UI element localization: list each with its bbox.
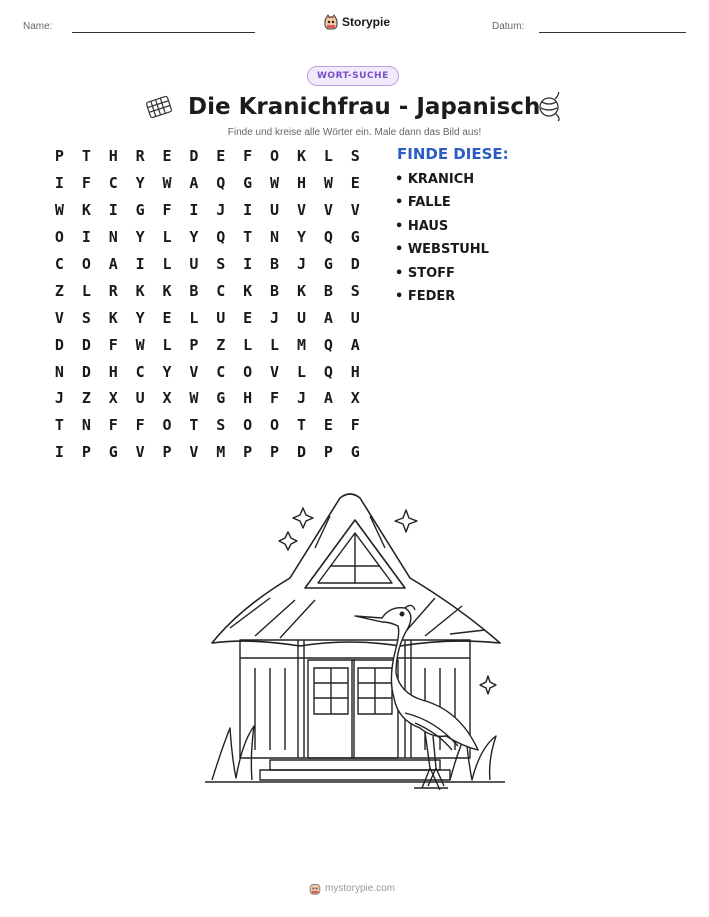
grid-letter[interactable]: K <box>296 147 306 166</box>
grid-letter[interactable]: V <box>135 443 145 462</box>
grid-letter[interactable]: O <box>162 416 172 435</box>
grid-letter[interactable]: D <box>350 255 360 273</box>
brand-name: Storypie <box>342 15 391 29</box>
grid-letter[interactable]: I <box>243 255 253 273</box>
footer <box>309 882 395 895</box>
grid-letter[interactable]: R <box>135 147 145 166</box>
grid-letter[interactable]: X <box>108 389 118 408</box>
grid-letter[interactable]: V <box>323 201 333 220</box>
grid-letter[interactable]: T <box>54 416 64 435</box>
grid-letter[interactable]: R <box>108 281 118 300</box>
word-item: • KRANICH <box>395 172 475 187</box>
grid-letter[interactable]: H <box>108 362 118 381</box>
grid-letter[interactable]: L <box>189 308 199 327</box>
grid-letter[interactable]: Y <box>296 228 306 247</box>
grid-letter[interactable]: A <box>189 174 199 193</box>
grid-letter[interactable]: I <box>243 201 253 220</box>
grid-letter[interactable]: H <box>108 147 118 166</box>
grid-letter[interactable]: H <box>296 174 306 193</box>
grid-letter[interactable]: P <box>270 443 280 462</box>
grid-letter[interactable]: N <box>108 228 118 247</box>
grid-letter[interactable]: U <box>350 308 360 327</box>
grid-letter[interactable]: L <box>162 228 172 247</box>
grid-letter[interactable]: P <box>189 335 199 354</box>
grid-letter[interactable]: G <box>108 443 118 462</box>
date-label: Datum: <box>492 21 525 32</box>
grid-letter[interactable]: D <box>189 147 199 166</box>
grid-letter[interactable]: M <box>216 443 226 462</box>
grid-letter[interactable]: U <box>189 255 199 273</box>
grid-letter[interactable]: B <box>189 281 199 300</box>
grid-letter[interactable]: V <box>189 362 199 381</box>
footer-url[interactable]: mystorypie.com <box>325 883 396 894</box>
grid-letter[interactable]: G <box>323 255 333 273</box>
word-item: • FALLE <box>395 195 451 211</box>
grid-letter[interactable]: W <box>162 174 172 193</box>
grid-letter[interactable]: S <box>81 308 91 327</box>
grid-letter[interactable]: S <box>350 147 360 166</box>
grid-letter[interactable]: S <box>216 255 226 273</box>
grid-letter[interactable]: Q <box>323 362 333 381</box>
grid-letter[interactable]: B <box>323 281 333 300</box>
grid-letter[interactable]: D <box>296 443 306 462</box>
grid-letter[interactable]: A <box>108 255 118 273</box>
grid-letter[interactable]: J <box>270 308 280 327</box>
name-label: Name: <box>23 21 53 32</box>
grid-letter[interactable]: G <box>350 228 360 247</box>
grid-letter[interactable]: B <box>270 255 280 273</box>
grid-letter[interactable]: E <box>323 416 333 435</box>
grid-letter[interactable]: Q <box>216 228 226 247</box>
grid-letter[interactable]: N <box>54 362 64 381</box>
grid-letter[interactable]: U <box>296 308 306 327</box>
grid-letter[interactable]: Y <box>135 228 145 247</box>
grid-letter[interactable]: S <box>216 416 226 435</box>
grid-letter[interactable]: X <box>162 389 172 408</box>
date-line[interactable] <box>539 32 686 33</box>
grid-letter[interactable]: F <box>81 174 91 193</box>
grid-letter[interactable]: C <box>216 281 226 300</box>
grid-letter[interactable]: F <box>108 416 118 435</box>
grid-letter[interactable]: P <box>162 443 172 462</box>
grid-letter[interactable]: P <box>81 443 91 462</box>
grid-letter[interactable]: O <box>243 362 253 381</box>
grid-letter[interactable]: D <box>81 362 91 381</box>
grid-letter[interactable]: V <box>189 443 199 462</box>
grid-letter[interactable]: L <box>270 335 280 354</box>
grid-letter[interactable]: Z <box>216 335 226 354</box>
grid-letter[interactable]: K <box>243 281 253 300</box>
yarn-thread-icon <box>536 92 564 122</box>
grid-letter[interactable]: F <box>108 335 118 354</box>
grid-letter[interactable]: I <box>54 174 64 193</box>
find-title: FINDE DIESE: <box>397 145 509 163</box>
grid-letter[interactable]: F <box>162 201 172 220</box>
grid-letter[interactable]: L <box>296 362 306 381</box>
grid-letter[interactable]: O <box>81 255 91 273</box>
grid-letter[interactable]: L <box>162 255 172 273</box>
grid-letter[interactable]: F <box>350 416 360 435</box>
grid-letter[interactable]: Y <box>135 174 145 193</box>
grid-letter[interactable]: S <box>350 281 360 300</box>
grid-letter[interactable]: W <box>270 174 280 193</box>
grid-letter[interactable]: V <box>54 308 64 327</box>
grid-letter[interactable]: E <box>162 308 172 327</box>
grid-letter[interactable]: T <box>296 416 306 435</box>
grid-letter[interactable]: L <box>81 281 91 300</box>
grid-letter[interactable]: E <box>162 147 172 166</box>
word-item: • FEDER <box>395 288 456 304</box>
grid-letter[interactable]: C <box>216 362 226 381</box>
word-item: • HAUS <box>395 218 449 234</box>
storypie-mascot-icon <box>309 882 321 895</box>
grid-letter[interactable]: K <box>162 281 172 300</box>
grid-letter[interactable]: H <box>243 389 253 408</box>
grid-letter[interactable]: O <box>270 147 280 166</box>
grid-letter[interactable]: L <box>162 335 172 354</box>
grid-letter[interactable]: U <box>216 308 226 327</box>
grid-letter[interactable]: D <box>81 335 91 354</box>
grid-letter[interactable]: W <box>54 201 64 220</box>
grid-letter[interactable]: A <box>323 308 333 327</box>
grid-letter[interactable]: W <box>189 389 199 408</box>
grid-letter[interactable]: L <box>243 335 253 354</box>
grid-letter[interactable]: A <box>350 335 360 354</box>
grid-letter[interactable]: Y <box>135 308 145 327</box>
grid-letter[interactable]: I <box>54 443 64 462</box>
grid-letter[interactable]: I <box>189 201 199 220</box>
grid-letter[interactable]: G <box>135 201 145 220</box>
grid-letter[interactable]: X <box>350 389 360 408</box>
grid-letter[interactable]: P <box>54 147 64 166</box>
grid-letter[interactable]: F <box>270 389 280 408</box>
storypie-mascot-icon <box>324 14 338 30</box>
grid-letter[interactable]: L <box>323 147 333 166</box>
grid-letter[interactable]: E <box>243 308 253 327</box>
grid-letter[interactable]: Z <box>81 389 91 408</box>
grid-letter[interactable]: C <box>54 255 64 273</box>
grid-letter[interactable]: I <box>135 255 145 273</box>
grid-letter[interactable]: Q <box>323 228 333 247</box>
word-item: • STOFF <box>395 265 455 281</box>
grid-letter[interactable]: T <box>243 228 253 247</box>
grid-letter[interactable]: V <box>270 362 280 381</box>
instructions: Finde und kreise alle Wörter ein. Male dann das Bild aus! <box>227 127 482 138</box>
grid-letter[interactable]: K <box>296 281 306 300</box>
grid-letter[interactable]: O <box>270 416 280 435</box>
word-item: • WEBSTUHL <box>395 242 489 258</box>
grid-letter[interactable]: Q <box>323 335 333 354</box>
woven-mat-icon <box>144 94 174 120</box>
grid-letter[interactable]: J <box>296 389 306 408</box>
word-list <box>395 172 489 312</box>
grid-letter[interactable]: F <box>135 416 145 435</box>
grid-letter[interactable]: Y <box>189 228 199 247</box>
grid-letter[interactable]: H <box>350 362 360 381</box>
grid-letter[interactable]: P <box>243 443 253 462</box>
grid-letter[interactable]: Q <box>216 174 226 193</box>
grid-letter[interactable]: U <box>135 389 145 408</box>
crane-hut-illustration <box>200 488 510 798</box>
grid-letter[interactable]: Z <box>54 281 64 300</box>
grid-letter[interactable]: E <box>350 174 360 193</box>
word-search-grid[interactable] <box>46 143 369 466</box>
page-title: Die Kranichfrau - Japanisch <box>188 94 541 120</box>
grid-letter[interactable]: K <box>108 308 118 327</box>
grid-letter[interactable]: U <box>270 201 280 220</box>
grid-letter[interactable]: C <box>135 362 145 381</box>
grid-letter[interactable]: J <box>296 255 306 273</box>
grid-letter[interactable]: I <box>81 228 91 247</box>
grid-letter[interactable]: M <box>296 335 306 354</box>
grid-letter[interactable]: D <box>54 335 64 354</box>
grid-letter[interactable]: T <box>81 147 91 166</box>
grid-letter[interactable]: I <box>108 201 118 220</box>
grid-letter[interactable]: W <box>135 335 145 354</box>
grid-letter[interactable]: Y <box>162 362 172 381</box>
grid-letter[interactable]: G <box>216 389 226 408</box>
brand-logo <box>324 14 390 30</box>
grid-letter[interactable]: V <box>296 201 306 220</box>
grid-letter[interactable]: G <box>350 443 360 462</box>
name-line[interactable] <box>72 32 255 33</box>
grid-letter[interactable]: J <box>216 201 226 220</box>
grid-letter[interactable]: V <box>350 201 360 220</box>
grid-letter[interactable]: T <box>189 416 199 435</box>
grid-letter[interactable]: K <box>135 281 145 300</box>
grid-letter[interactable]: N <box>81 416 91 435</box>
grid-letter[interactable]: F <box>243 147 253 166</box>
grid-letter[interactable]: J <box>54 389 64 408</box>
grid-letter[interactable]: E <box>216 147 226 166</box>
grid-letter[interactable]: O <box>243 416 253 435</box>
grid-letter[interactable]: G <box>243 174 253 193</box>
word-search-badge: WORT-SUCHE <box>307 66 399 86</box>
grid-letter[interactable]: C <box>108 174 118 193</box>
grid-letter[interactable]: O <box>54 228 64 247</box>
grid-letter[interactable]: W <box>323 174 333 193</box>
grid-letter[interactable]: P <box>323 443 333 462</box>
grid-letter[interactable]: B <box>270 281 280 300</box>
grid-letter[interactable]: K <box>81 201 91 220</box>
grid-letter[interactable]: N <box>270 228 280 247</box>
grid-letter[interactable]: A <box>323 389 333 408</box>
